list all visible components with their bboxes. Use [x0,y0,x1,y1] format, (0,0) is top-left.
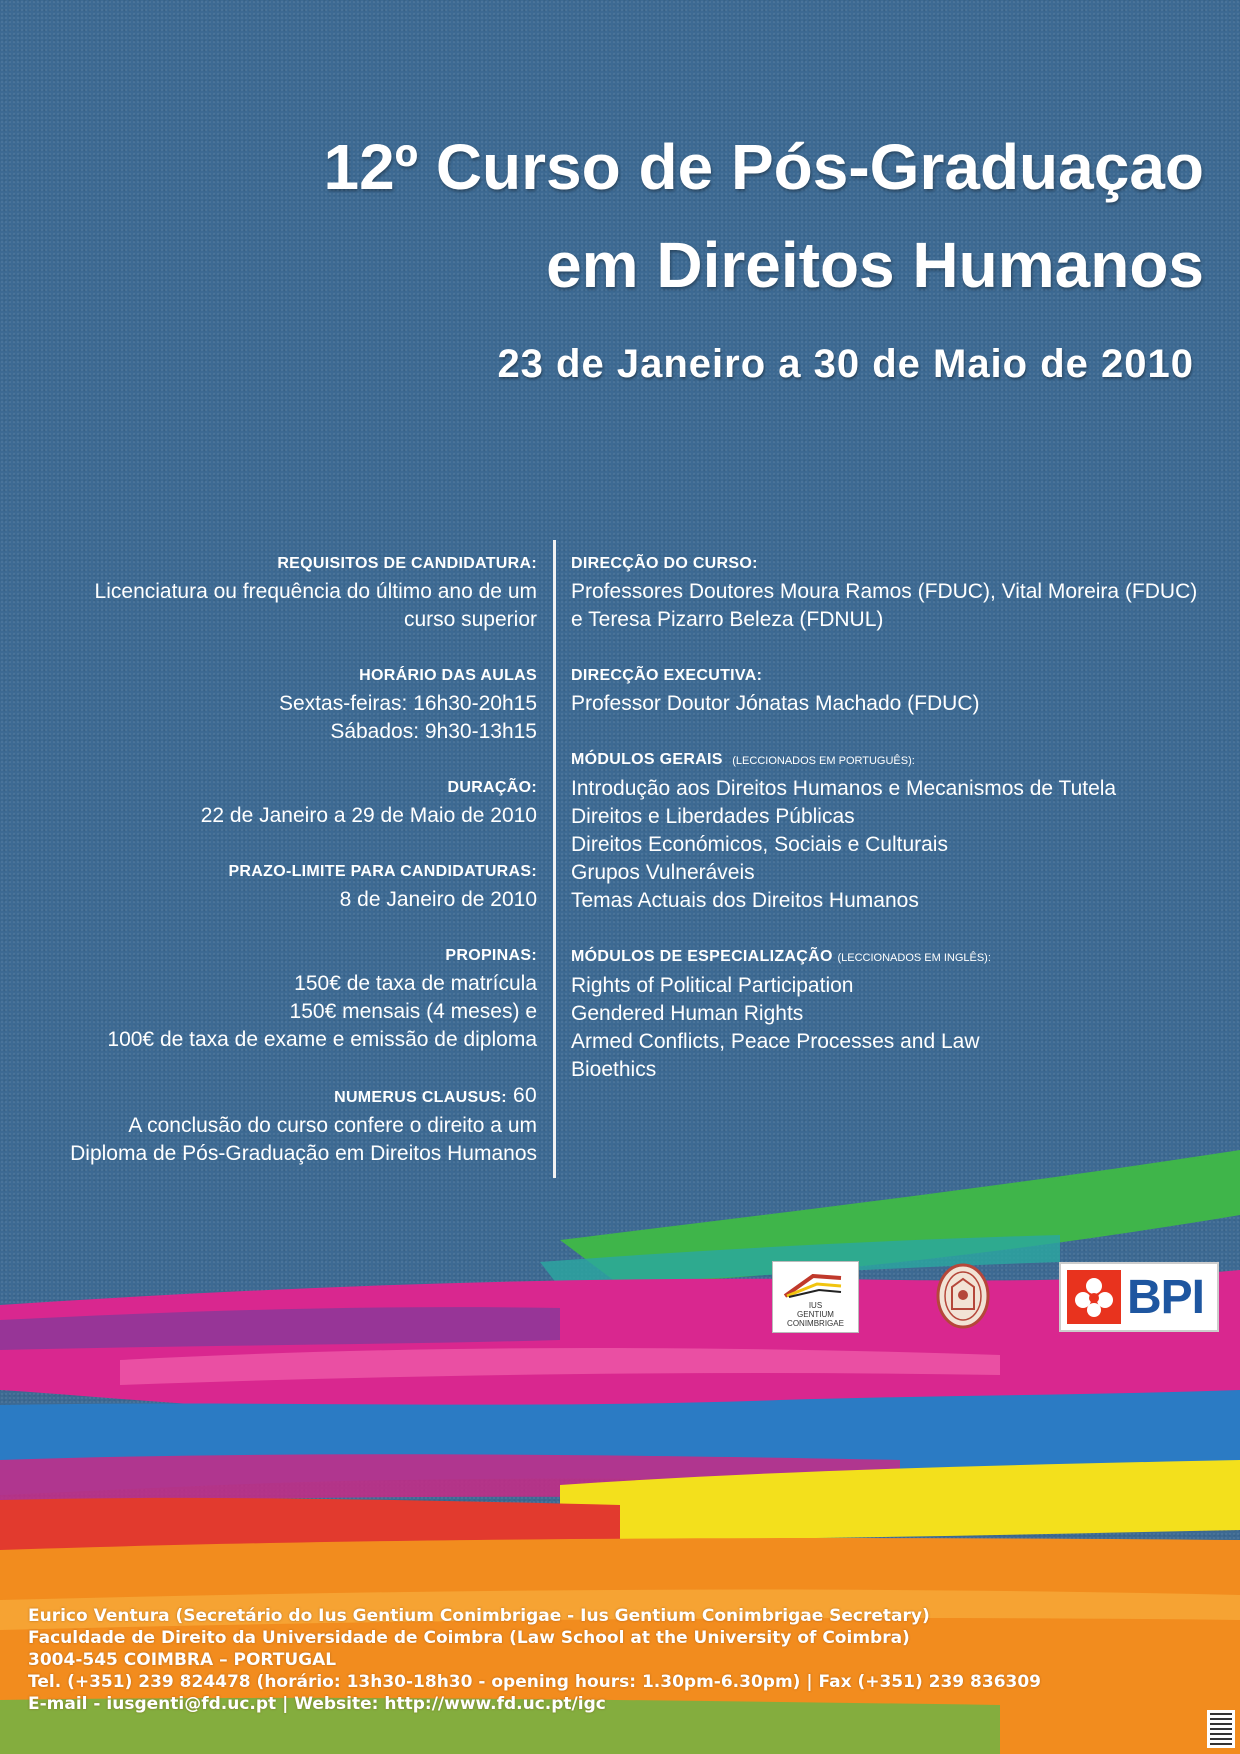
ius-gentium-mark-icon [783,1274,843,1298]
gerais-block [571,746,1211,915]
contact-email-website: E-mail - iusgenti@fd.uc.pt | Website: http://www.fd.uc.pt/igc [28,1694,606,1714]
column-divider [553,540,556,1178]
horario-heading: HORÁRIO DAS AULAS [359,667,537,684]
gerais-module: Direitos e Liberdades Públicas [571,805,855,828]
bpi-flower-icon [1067,1270,1121,1324]
especializacao-module: Rights of Political Participation [571,974,854,997]
contact-line: Tel. (+351) 239 824478 (horário: 13h30-18h30 - opening hours: 1.30pm-6.30pm) | Fax (+351) 239 836309 [28,1672,1042,1692]
bpi-wordmark: BPI [1127,1271,1205,1324]
executiva-heading: DIRECÇÃO EXECUTIVA: [571,667,763,684]
direccao-block [571,550,1211,634]
gerais-module: Temas Actuais dos Direitos Humanos [571,889,919,912]
direccao-heading: DIRECÇÃO DO CURSO: [571,555,758,572]
direccao-line: e Teresa Pizarro Beleza (FDNUL) [571,608,884,631]
contact-line: 3004-545 COIMBRA – PORTUGAL [28,1650,337,1670]
especializacao-module: Bioethics [571,1058,657,1081]
ius-text-line: IUS [808,1301,823,1310]
propinas-heading: PROPINAS: [445,947,537,964]
ius-gentium-text [773,1301,858,1328]
university-seal-icon [930,1263,996,1329]
prazo-line: 8 de Janeiro de 2010 [339,888,537,911]
horario-line: Sextas-feiras: 16h30-20h15 [279,692,537,715]
numerus-line: A conclusão do curso confere o direito a um [128,1114,537,1137]
bpi-logo [1059,1262,1219,1332]
duracao-line: 22 de Janeiro a 29 de Maio de 2010 [200,804,537,827]
title-line-1: 12º Curso de Pós-Graduaçao [323,131,1204,203]
requisitos-line: curso superior [403,608,537,631]
prazo-block [40,858,537,914]
contact-line: Eurico Ventura (Secretário do Ius Gentium Conimbrigae - Ius Gentium Conimbrigae Secretary) [28,1606,930,1626]
especializacao-note: (LECCIONADOS EM INGLÊS): [837,952,991,964]
requisitos-heading: REQUISITOS DE CANDIDATURA: [277,555,537,572]
gerais-title: MÓDULOS GERAIS [571,751,723,768]
numerus-label: NUMERUS CLAUSUS: [334,1089,507,1106]
gerais-module: Introdução aos Direitos Humanos e Mecanismos de Tutela [571,777,1117,800]
propinas-block [40,942,537,1054]
propinas-line: 150€ mensais (4 meses) e [289,1000,537,1023]
numerus-line: Diploma de Pós-Graduação em Direitos Humanos [70,1142,537,1165]
direccao-line: Professores Doutores Moura Ramos (FDUC), Vital Moreira (FDUC) [571,580,1198,603]
especializacao-block [571,943,1211,1084]
horario-line: Sábados: 9h30-13h15 [330,720,537,743]
left-column [40,550,537,1196]
especializacao-module: Armed Conflicts, Peace Processes and Law [571,1030,980,1053]
barcode-icon [1207,1710,1235,1748]
ius-text-line: CONIMBRIGAE [787,1319,844,1328]
duracao-heading: DURAÇÃO: [447,779,537,796]
contact-line: Faculdade de Direito da Universidade de Coimbra (Law School at the University of Coimbra) [28,1628,910,1648]
prazo-heading: PRAZO-LIMITE PARA CANDIDATURAS: [228,863,537,880]
gerais-note: (LECCIONADOS EM PORTUGUÊS): [732,755,915,767]
right-column [571,550,1211,1112]
executiva-line: Professor Doutor Jónatas Machado (FDUC) [571,692,980,715]
contact-block [28,1605,1178,1715]
horario-block [40,662,537,746]
gerais-module: Direitos Económicos, Sociais e Culturais [571,833,948,856]
dates-subtitle: 23 de Janeiro a 30 de Maio de 2010 [497,342,1194,386]
requisitos-line: Licenciatura ou frequência do último ano de um [94,580,537,603]
propinas-line: 150€ de taxa de matrícula [294,972,537,995]
ius-gentium-logo [772,1261,859,1333]
main-title [104,118,1204,314]
executiva-block [571,662,1211,718]
gerais-heading [571,746,1211,775]
especializacao-title: MÓDULOS DE ESPECIALIZAÇÃO [571,948,833,965]
numerus-block [40,1082,537,1168]
especializacao-heading [571,943,1211,972]
propinas-line: 100€ de taxa de exame e emissão de diploma [107,1028,537,1051]
ius-text-line: GENTIUM [797,1310,834,1319]
numerus-heading [40,1082,537,1112]
duracao-block [40,774,537,830]
especializacao-module: Gendered Human Rights [571,1002,804,1025]
numerus-value: 60 [506,1084,537,1107]
requisitos-block [40,550,537,634]
gerais-module: Grupos Vulneráveis [571,861,755,884]
title-line-2: em Direitos Humanos [546,229,1204,301]
sponsor-logos [0,1258,1240,1338]
